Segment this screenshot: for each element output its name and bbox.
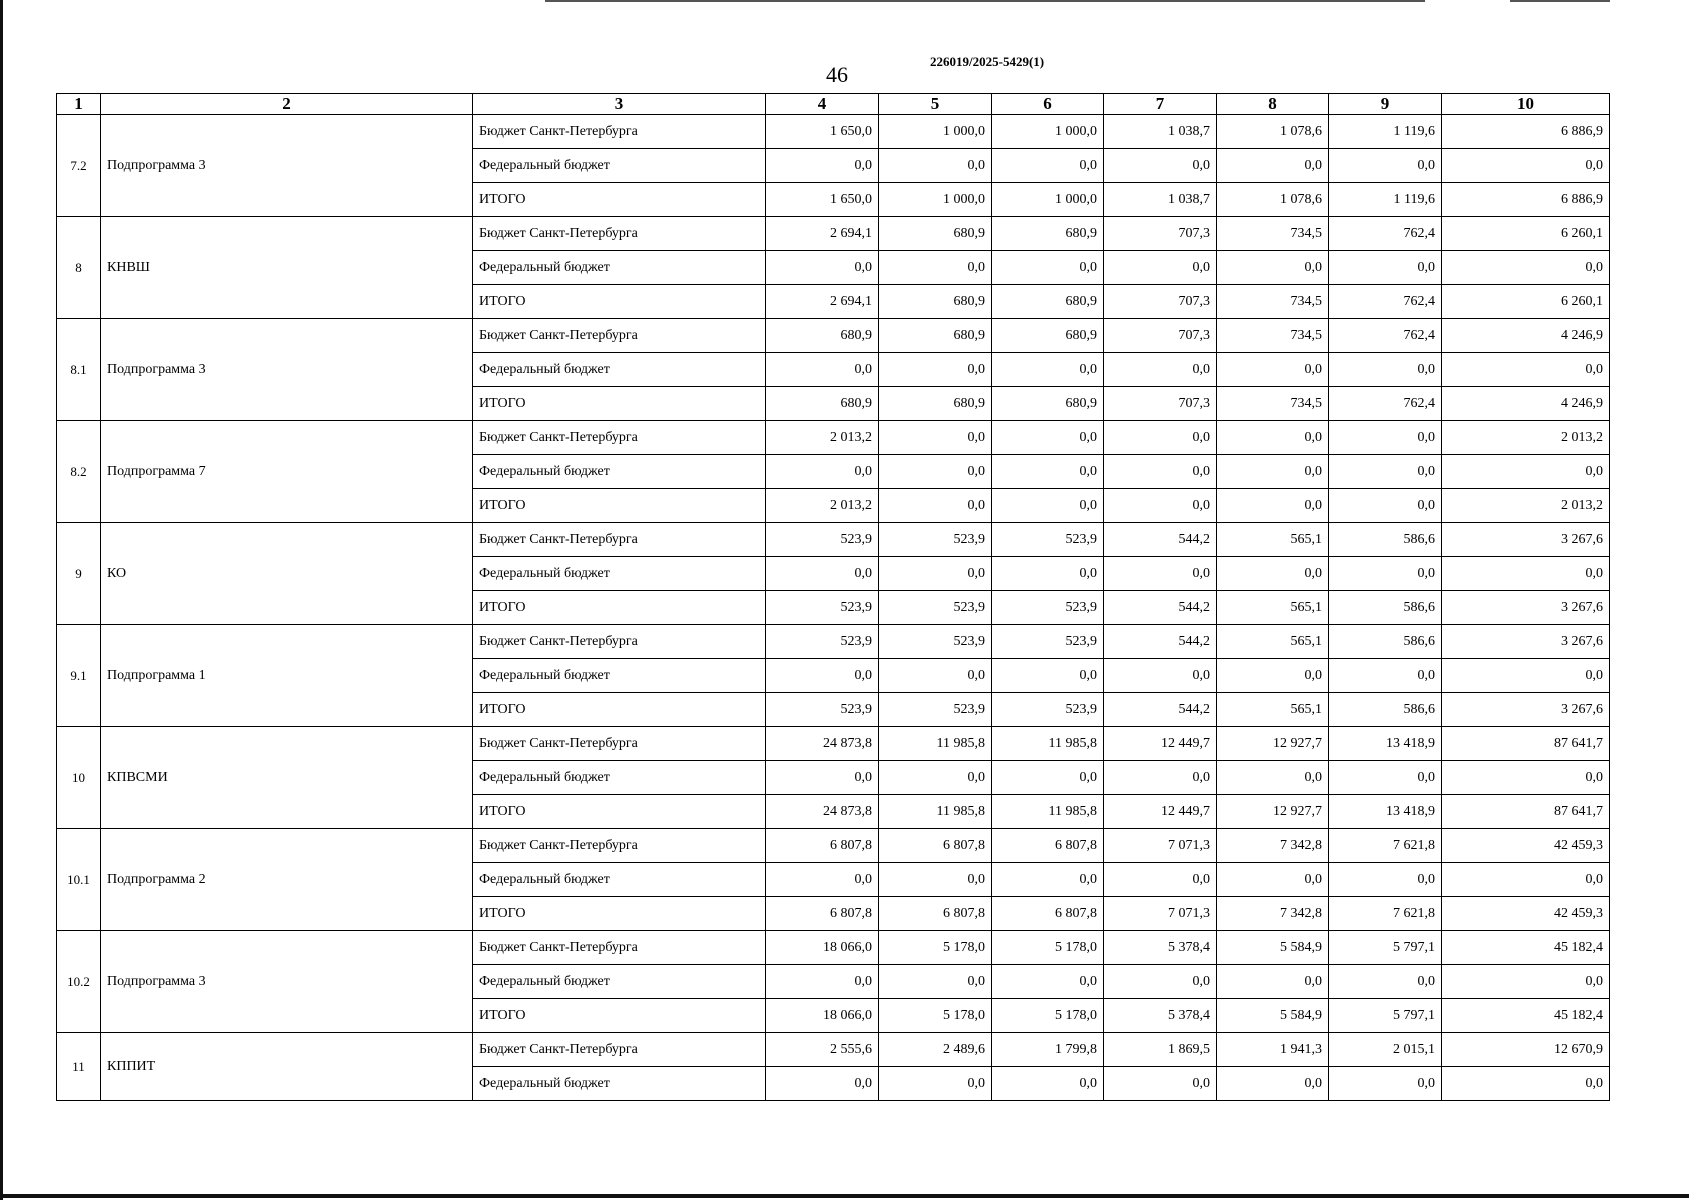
- value-cell: 0,0: [1442, 251, 1610, 285]
- table-row: [57, 625, 1610, 659]
- value-cell: 0,0: [992, 149, 1104, 183]
- value-cell: 0,0: [992, 353, 1104, 387]
- value-cell: 0,0: [1329, 1067, 1442, 1101]
- value-cell: 586,6: [1329, 523, 1442, 557]
- value-cell: 87 641,7: [1442, 795, 1610, 829]
- value-cell: 0,0: [1442, 761, 1610, 795]
- funding-source: Федеральный бюджет: [473, 455, 766, 489]
- funding-source: Федеральный бюджет: [473, 659, 766, 693]
- value-cell: 0,0: [1217, 455, 1329, 489]
- column-header: 1: [57, 94, 101, 115]
- value-cell: 0,0: [1104, 659, 1217, 693]
- value-cell: 1 000,0: [879, 115, 992, 149]
- value-cell: 1 650,0: [766, 183, 879, 217]
- value-cell: 5 584,9: [1217, 931, 1329, 965]
- column-header: 8: [1217, 94, 1329, 115]
- value-cell: 523,9: [992, 625, 1104, 659]
- value-cell: 0,0: [1442, 149, 1610, 183]
- value-cell: 2 555,6: [766, 1033, 879, 1067]
- value-cell: 0,0: [1217, 659, 1329, 693]
- value-cell: 4 246,9: [1442, 319, 1610, 353]
- value-cell: 12 449,7: [1104, 727, 1217, 761]
- value-cell: 0,0: [1104, 761, 1217, 795]
- value-cell: 0,0: [1104, 455, 1217, 489]
- column-header: 6: [992, 94, 1104, 115]
- funding-source: ИТОГО: [473, 285, 766, 319]
- value-cell: 762,4: [1329, 387, 1442, 421]
- funding-source: ИТОГО: [473, 489, 766, 523]
- value-cell: 18 066,0: [766, 931, 879, 965]
- value-cell: 1 000,0: [992, 183, 1104, 217]
- value-cell: 0,0: [1104, 149, 1217, 183]
- funding-source: ИТОГО: [473, 693, 766, 727]
- value-cell: 0,0: [879, 863, 992, 897]
- value-cell: 0,0: [992, 863, 1104, 897]
- value-cell: 7 071,3: [1104, 897, 1217, 931]
- program-name: Подпрограмма 7: [101, 421, 473, 523]
- value-cell: 12 927,7: [1217, 727, 1329, 761]
- value-cell: 0,0: [1329, 489, 1442, 523]
- value-cell: 0,0: [1329, 251, 1442, 285]
- value-cell: 0,0: [1442, 353, 1610, 387]
- value-cell: 586,6: [1329, 591, 1442, 625]
- value-cell: 2 013,2: [766, 489, 879, 523]
- value-cell: 0,0: [1104, 489, 1217, 523]
- value-cell: 7 621,8: [1329, 829, 1442, 863]
- funding-source: Бюджет Санкт-Петербурга: [473, 625, 766, 659]
- program-name: КПВСМИ: [101, 727, 473, 829]
- value-cell: 680,9: [766, 387, 879, 421]
- value-cell: 680,9: [766, 319, 879, 353]
- value-cell: 87 641,7: [1442, 727, 1610, 761]
- value-cell: 3 267,6: [1442, 523, 1610, 557]
- program-name: Подпрограмма 2: [101, 829, 473, 931]
- row-number: 9: [57, 523, 101, 625]
- value-cell: 0,0: [1104, 965, 1217, 999]
- value-cell: 3 267,6: [1442, 693, 1610, 727]
- value-cell: 565,1: [1217, 523, 1329, 557]
- funding-source: Федеральный бюджет: [473, 353, 766, 387]
- value-cell: 0,0: [1442, 965, 1610, 999]
- value-cell: 734,5: [1217, 217, 1329, 251]
- value-cell: 11 985,8: [992, 727, 1104, 761]
- value-cell: 0,0: [992, 489, 1104, 523]
- value-cell: 0,0: [766, 149, 879, 183]
- value-cell: 680,9: [992, 217, 1104, 251]
- value-cell: 7 342,8: [1217, 897, 1329, 931]
- value-cell: 762,4: [1329, 285, 1442, 319]
- table-body: [57, 115, 1610, 1101]
- value-cell: 1 799,8: [992, 1033, 1104, 1067]
- funding-source: ИТОГО: [473, 897, 766, 931]
- funding-source: Федеральный бюджет: [473, 863, 766, 897]
- value-cell: 523,9: [766, 693, 879, 727]
- column-header: 2: [101, 94, 473, 115]
- value-cell: 1 078,6: [1217, 115, 1329, 149]
- value-cell: 6 807,8: [992, 897, 1104, 931]
- value-cell: 5 378,4: [1104, 999, 1217, 1033]
- value-cell: 1 038,7: [1104, 115, 1217, 149]
- row-number: 9.1: [57, 625, 101, 727]
- value-cell: 0,0: [1217, 863, 1329, 897]
- value-cell: 12 927,7: [1217, 795, 1329, 829]
- column-header: 9: [1329, 94, 1442, 115]
- value-cell: 0,0: [879, 353, 992, 387]
- table-row: [57, 115, 1610, 149]
- value-cell: 2 694,1: [766, 217, 879, 251]
- value-cell: 0,0: [1217, 1067, 1329, 1101]
- value-cell: 0,0: [766, 251, 879, 285]
- value-cell: 734,5: [1217, 387, 1329, 421]
- value-cell: 523,9: [992, 693, 1104, 727]
- program-name: Подпрограмма 3: [101, 115, 473, 217]
- value-cell: 7 342,8: [1217, 829, 1329, 863]
- value-cell: 0,0: [1329, 149, 1442, 183]
- value-cell: 680,9: [879, 217, 992, 251]
- value-cell: 523,9: [879, 523, 992, 557]
- table-row: [57, 523, 1610, 557]
- value-cell: 680,9: [992, 387, 1104, 421]
- value-cell: 0,0: [879, 455, 992, 489]
- row-number: 8.1: [57, 319, 101, 421]
- value-cell: 0,0: [1217, 251, 1329, 285]
- value-cell: 7 071,3: [1104, 829, 1217, 863]
- value-cell: 2 013,2: [1442, 421, 1610, 455]
- value-cell: 0,0: [992, 965, 1104, 999]
- value-cell: 0,0: [1217, 149, 1329, 183]
- value-cell: 544,2: [1104, 591, 1217, 625]
- row-number: 10.1: [57, 829, 101, 931]
- value-cell: 2 489,6: [879, 1033, 992, 1067]
- program-name: Подпрограмма 3: [101, 931, 473, 1033]
- value-cell: 11 985,8: [992, 795, 1104, 829]
- table-row: [57, 829, 1610, 863]
- funding-source: Бюджет Санкт-Петербурга: [473, 727, 766, 761]
- value-cell: 1 078,6: [1217, 183, 1329, 217]
- value-cell: 0,0: [1329, 965, 1442, 999]
- value-cell: 0,0: [992, 761, 1104, 795]
- value-cell: 5 178,0: [879, 999, 992, 1033]
- value-cell: 1 869,5: [1104, 1033, 1217, 1067]
- value-cell: 680,9: [992, 285, 1104, 319]
- value-cell: 5 178,0: [879, 931, 992, 965]
- value-cell: 11 985,8: [879, 727, 992, 761]
- value-cell: 24 873,8: [766, 795, 879, 829]
- value-cell: 523,9: [766, 523, 879, 557]
- value-cell: 0,0: [766, 965, 879, 999]
- value-cell: 0,0: [879, 557, 992, 591]
- funding-source: Бюджет Санкт-Петербурга: [473, 523, 766, 557]
- row-number: 8: [57, 217, 101, 319]
- value-cell: 0,0: [1217, 421, 1329, 455]
- value-cell: 734,5: [1217, 319, 1329, 353]
- value-cell: 12 670,9: [1442, 1033, 1610, 1067]
- value-cell: 0,0: [766, 1067, 879, 1101]
- funding-source: ИТОГО: [473, 591, 766, 625]
- value-cell: 0,0: [1329, 659, 1442, 693]
- funding-source: Федеральный бюджет: [473, 251, 766, 285]
- table-row: [57, 727, 1610, 761]
- value-cell: 3 267,6: [1442, 625, 1610, 659]
- value-cell: 6 807,8: [766, 897, 879, 931]
- value-cell: 0,0: [992, 659, 1104, 693]
- table-row: [57, 319, 1610, 353]
- program-name: КППИТ: [101, 1033, 473, 1101]
- value-cell: 6 807,8: [992, 829, 1104, 863]
- funding-source: ИТОГО: [473, 999, 766, 1033]
- value-cell: 6 260,1: [1442, 217, 1610, 251]
- row-number: 10: [57, 727, 101, 829]
- value-cell: 42 459,3: [1442, 897, 1610, 931]
- value-cell: 0,0: [879, 761, 992, 795]
- value-cell: 5 584,9: [1217, 999, 1329, 1033]
- value-cell: 0,0: [766, 761, 879, 795]
- value-cell: 0,0: [1329, 353, 1442, 387]
- page-number: 46: [826, 62, 848, 87]
- funding-source: Бюджет Санкт-Петербурга: [473, 421, 766, 455]
- value-cell: 0,0: [1442, 557, 1610, 591]
- value-cell: 0,0: [879, 149, 992, 183]
- value-cell: 0,0: [1104, 1067, 1217, 1101]
- value-cell: 523,9: [992, 591, 1104, 625]
- value-cell: 1 000,0: [879, 183, 992, 217]
- funding-source: ИТОГО: [473, 183, 766, 217]
- value-cell: 0,0: [1217, 489, 1329, 523]
- value-cell: 24 873,8: [766, 727, 879, 761]
- column-header: 7: [1104, 94, 1217, 115]
- value-cell: 0,0: [1329, 863, 1442, 897]
- value-cell: 3 267,6: [1442, 591, 1610, 625]
- funding-source: Бюджет Санкт-Петербурга: [473, 829, 766, 863]
- value-cell: 565,1: [1217, 693, 1329, 727]
- value-cell: 0,0: [1329, 557, 1442, 591]
- value-cell: 6 886,9: [1442, 115, 1610, 149]
- value-cell: 18 066,0: [766, 999, 879, 1033]
- value-cell: 13 418,9: [1329, 727, 1442, 761]
- value-cell: 2 013,2: [1442, 489, 1610, 523]
- value-cell: 1 941,3: [1217, 1033, 1329, 1067]
- value-cell: 523,9: [879, 693, 992, 727]
- funding-source: Федеральный бюджет: [473, 557, 766, 591]
- funding-source: Бюджет Санкт-Петербурга: [473, 217, 766, 251]
- value-cell: 707,3: [1104, 319, 1217, 353]
- budget-table: [56, 93, 1610, 1101]
- value-cell: 0,0: [766, 353, 879, 387]
- value-cell: 11 985,8: [879, 795, 992, 829]
- value-cell: 707,3: [1104, 217, 1217, 251]
- value-cell: 0,0: [766, 455, 879, 489]
- value-cell: 680,9: [992, 319, 1104, 353]
- value-cell: 565,1: [1217, 591, 1329, 625]
- value-cell: 523,9: [879, 625, 992, 659]
- funding-source: Федеральный бюджет: [473, 761, 766, 795]
- value-cell: 523,9: [766, 625, 879, 659]
- value-cell: 2 013,2: [766, 421, 879, 455]
- value-cell: 5 178,0: [992, 999, 1104, 1033]
- table-row: [57, 931, 1610, 965]
- value-cell: 0,0: [1329, 455, 1442, 489]
- funding-source: ИТОГО: [473, 387, 766, 421]
- value-cell: 586,6: [1329, 693, 1442, 727]
- value-cell: 0,0: [766, 863, 879, 897]
- value-cell: 6 886,9: [1442, 183, 1610, 217]
- value-cell: 0,0: [879, 965, 992, 999]
- value-cell: 42 459,3: [1442, 829, 1610, 863]
- value-cell: 762,4: [1329, 217, 1442, 251]
- value-cell: 680,9: [879, 387, 992, 421]
- value-cell: 0,0: [879, 489, 992, 523]
- funding-source: Федеральный бюджет: [473, 149, 766, 183]
- program-name: КО: [101, 523, 473, 625]
- value-cell: 586,6: [1329, 625, 1442, 659]
- value-cell: 0,0: [992, 1067, 1104, 1101]
- value-cell: 0,0: [1217, 761, 1329, 795]
- value-cell: 0,0: [992, 455, 1104, 489]
- value-cell: 762,4: [1329, 319, 1442, 353]
- value-cell: 0,0: [879, 251, 992, 285]
- value-cell: 0,0: [1329, 761, 1442, 795]
- value-cell: 544,2: [1104, 625, 1217, 659]
- value-cell: 0,0: [879, 421, 992, 455]
- column-header: 5: [879, 94, 992, 115]
- value-cell: 6 260,1: [1442, 285, 1610, 319]
- funding-source: Федеральный бюджет: [473, 1067, 766, 1101]
- funding-source: Бюджет Санкт-Петербурга: [473, 115, 766, 149]
- value-cell: 12 449,7: [1104, 795, 1217, 829]
- value-cell: 0,0: [1217, 353, 1329, 387]
- value-cell: 0,0: [1104, 863, 1217, 897]
- value-cell: 1 038,7: [1104, 183, 1217, 217]
- row-number: 10.2: [57, 931, 101, 1033]
- value-cell: 0,0: [1104, 557, 1217, 591]
- value-cell: 0,0: [1104, 353, 1217, 387]
- value-cell: 6 807,8: [766, 829, 879, 863]
- value-cell: 0,0: [1329, 421, 1442, 455]
- value-cell: 1 650,0: [766, 115, 879, 149]
- value-cell: 0,0: [1217, 557, 1329, 591]
- value-cell: 1 000,0: [992, 115, 1104, 149]
- funding-source: Федеральный бюджет: [473, 965, 766, 999]
- value-cell: 0,0: [1442, 863, 1610, 897]
- value-cell: 2 015,1: [1329, 1033, 1442, 1067]
- program-name: Подпрограмма 3: [101, 319, 473, 421]
- funding-source: ИТОГО: [473, 795, 766, 829]
- funding-source: Бюджет Санкт-Петербурга: [473, 1033, 766, 1067]
- value-cell: 0,0: [1104, 421, 1217, 455]
- funding-source: Бюджет Санкт-Петербурга: [473, 319, 766, 353]
- value-cell: 734,5: [1217, 285, 1329, 319]
- value-cell: 565,1: [1217, 625, 1329, 659]
- value-cell: 0,0: [1217, 965, 1329, 999]
- value-cell: 6 807,8: [879, 829, 992, 863]
- value-cell: 0,0: [992, 557, 1104, 591]
- column-header: 4: [766, 94, 879, 115]
- value-cell: 0,0: [1104, 251, 1217, 285]
- table-row: [57, 217, 1610, 251]
- value-cell: 0,0: [879, 659, 992, 693]
- value-cell: 6 807,8: [879, 897, 992, 931]
- scan-top-line: [545, 0, 1425, 2]
- value-cell: 5 178,0: [992, 931, 1104, 965]
- value-cell: 5 797,1: [1329, 931, 1442, 965]
- value-cell: 0,0: [1442, 1067, 1610, 1101]
- value-cell: 523,9: [879, 591, 992, 625]
- value-cell: 680,9: [879, 319, 992, 353]
- value-cell: 0,0: [766, 659, 879, 693]
- scan-border-left: [0, 0, 3, 1200]
- program-name: КНВШ: [101, 217, 473, 319]
- value-cell: 1 119,6: [1329, 115, 1442, 149]
- value-cell: 707,3: [1104, 285, 1217, 319]
- value-cell: 707,3: [1104, 387, 1217, 421]
- value-cell: 7 621,8: [1329, 897, 1442, 931]
- value-cell: 4 246,9: [1442, 387, 1610, 421]
- value-cell: 0,0: [879, 1067, 992, 1101]
- value-cell: 0,0: [1442, 659, 1610, 693]
- row-number: 8.2: [57, 421, 101, 523]
- value-cell: 0,0: [766, 557, 879, 591]
- value-cell: 5 797,1: [1329, 999, 1442, 1033]
- program-name: Подпрограмма 1: [101, 625, 473, 727]
- value-cell: 13 418,9: [1329, 795, 1442, 829]
- document-id: 226019/2025-5429(1): [930, 54, 1045, 69]
- value-cell: 544,2: [1104, 523, 1217, 557]
- value-cell: 523,9: [766, 591, 879, 625]
- value-cell: 0,0: [992, 251, 1104, 285]
- table-row: [57, 421, 1610, 455]
- value-cell: 2 694,1: [766, 285, 879, 319]
- value-cell: 0,0: [1442, 455, 1610, 489]
- scan-border-bottom: [0, 1194, 1689, 1198]
- table-header-row: [57, 94, 1610, 115]
- column-header: 10: [1442, 94, 1610, 115]
- value-cell: 45 182,4: [1442, 999, 1610, 1033]
- value-cell: 523,9: [992, 523, 1104, 557]
- column-header: 3: [473, 94, 766, 115]
- scan-top-line-right: [1510, 0, 1610, 2]
- value-cell: 0,0: [992, 421, 1104, 455]
- value-cell: 45 182,4: [1442, 931, 1610, 965]
- row-number: 11: [57, 1033, 101, 1101]
- row-number: 7.2: [57, 115, 101, 217]
- funding-source: Бюджет Санкт-Петербурга: [473, 931, 766, 965]
- value-cell: 680,9: [879, 285, 992, 319]
- value-cell: 5 378,4: [1104, 931, 1217, 965]
- value-cell: 1 119,6: [1329, 183, 1442, 217]
- value-cell: 544,2: [1104, 693, 1217, 727]
- table-row: [57, 1033, 1610, 1067]
